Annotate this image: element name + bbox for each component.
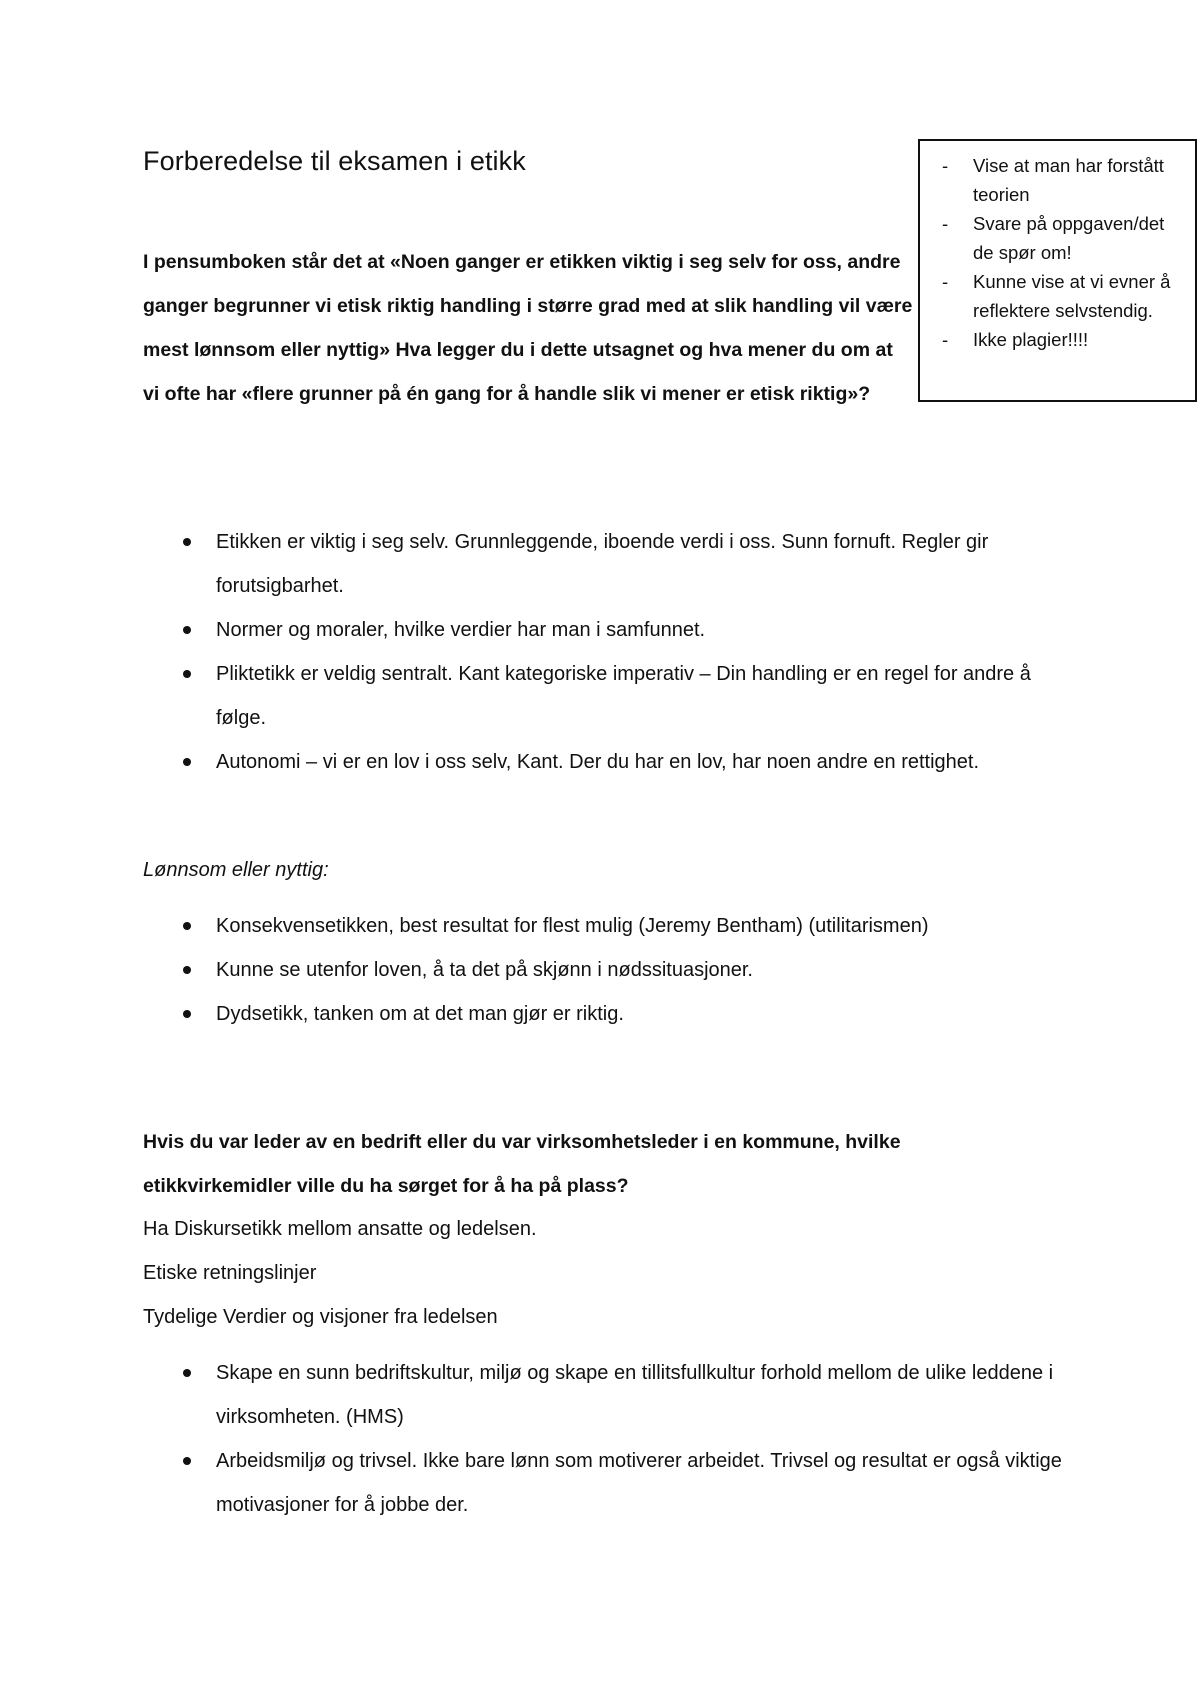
reminder-box <box>918 139 1197 402</box>
list-item: Autonomi – vi er en lov i oss selv, Kant. Der du har en lov, har noen andre en rettighet. <box>143 740 1073 784</box>
reminder-item: - Vise at man har forstått teorien <box>930 151 1189 209</box>
answer-line: Tydelige Verdier og visjoner fra ledelsen <box>143 1306 498 1328</box>
section-subheading: Lønnsom eller nyttig: <box>143 859 329 881</box>
list-item: Pliktetikk er veldig sentralt. Kant kategoriske imperativ – Din handling er en regel for andre å følge. <box>143 652 1073 740</box>
reminder-item: - Ikke plagier!!!! <box>930 325 1189 354</box>
reminder-item: - Kunne vise at vi evner å reflektere selvstendig. <box>930 267 1189 325</box>
answer-line: Ha Diskursetikk mellom ansatte og ledelsen. <box>143 1218 537 1240</box>
answer-list-2 <box>143 904 1073 1036</box>
reminder-list <box>930 151 1189 354</box>
answer-line: Etiske retningslinjer <box>143 1262 317 1284</box>
list-item: Dydsetikk, tanken om at det man gjør er riktig. <box>143 992 1073 1036</box>
list-item: Konsekvensetikken, best resultat for flest mulig (Jeremy Bentham) (utilitarismen) <box>143 904 1073 948</box>
list-item: Skape en sunn bedriftskultur, miljø og skape en tillitsfullkultur forhold mellom de ulike leddene i virksomheten. (HMS) <box>143 1351 1073 1439</box>
list-item: Arbeidsmiljø og trivsel. Ikke bare lønn som motiverer arbeidet. Trivsel og resultat er også viktige motivasjoner for å jobbe der. <box>143 1439 1073 1527</box>
document-title: Forberedelse til eksamen i etikk <box>143 146 526 176</box>
answer-list-3 <box>143 1351 1073 1527</box>
list-item: Kunne se utenfor loven, å ta det på skjønn i nødssituasjoner. <box>143 948 1073 992</box>
list-item: Normer og moraler, hvilke verdier har man i samfunnet. <box>143 608 1073 652</box>
exam-question-1: I pensumboken står det at «Noen ganger er etikken viktig i seg selv for oss, andre ganger begrunner vi etisk riktig handling i større grad med at slik handling vil være mest lønnsom eller nyttig» Hva legger du i dette utsagnet og hva mener du om at vi ofte har «flere grunner på én gang for å handle slik vi mener er etisk riktig»? <box>143 251 913 405</box>
reminder-item: - Svare på oppgaven/det de spør om! <box>930 209 1189 267</box>
exam-question-2: Hvis du var leder av en bedrift eller du var virksomhetsleder i en kommune, hvilke etikkvirkemidler ville du ha sørget for å ha på plass? <box>143 1131 901 1197</box>
list-item: Etikken er viktig i seg selv. Grunnleggende, iboende verdi i oss. Sunn fornuft. Regler gir forutsigbarhet. <box>143 520 1073 608</box>
answer-list-1 <box>143 520 1073 784</box>
